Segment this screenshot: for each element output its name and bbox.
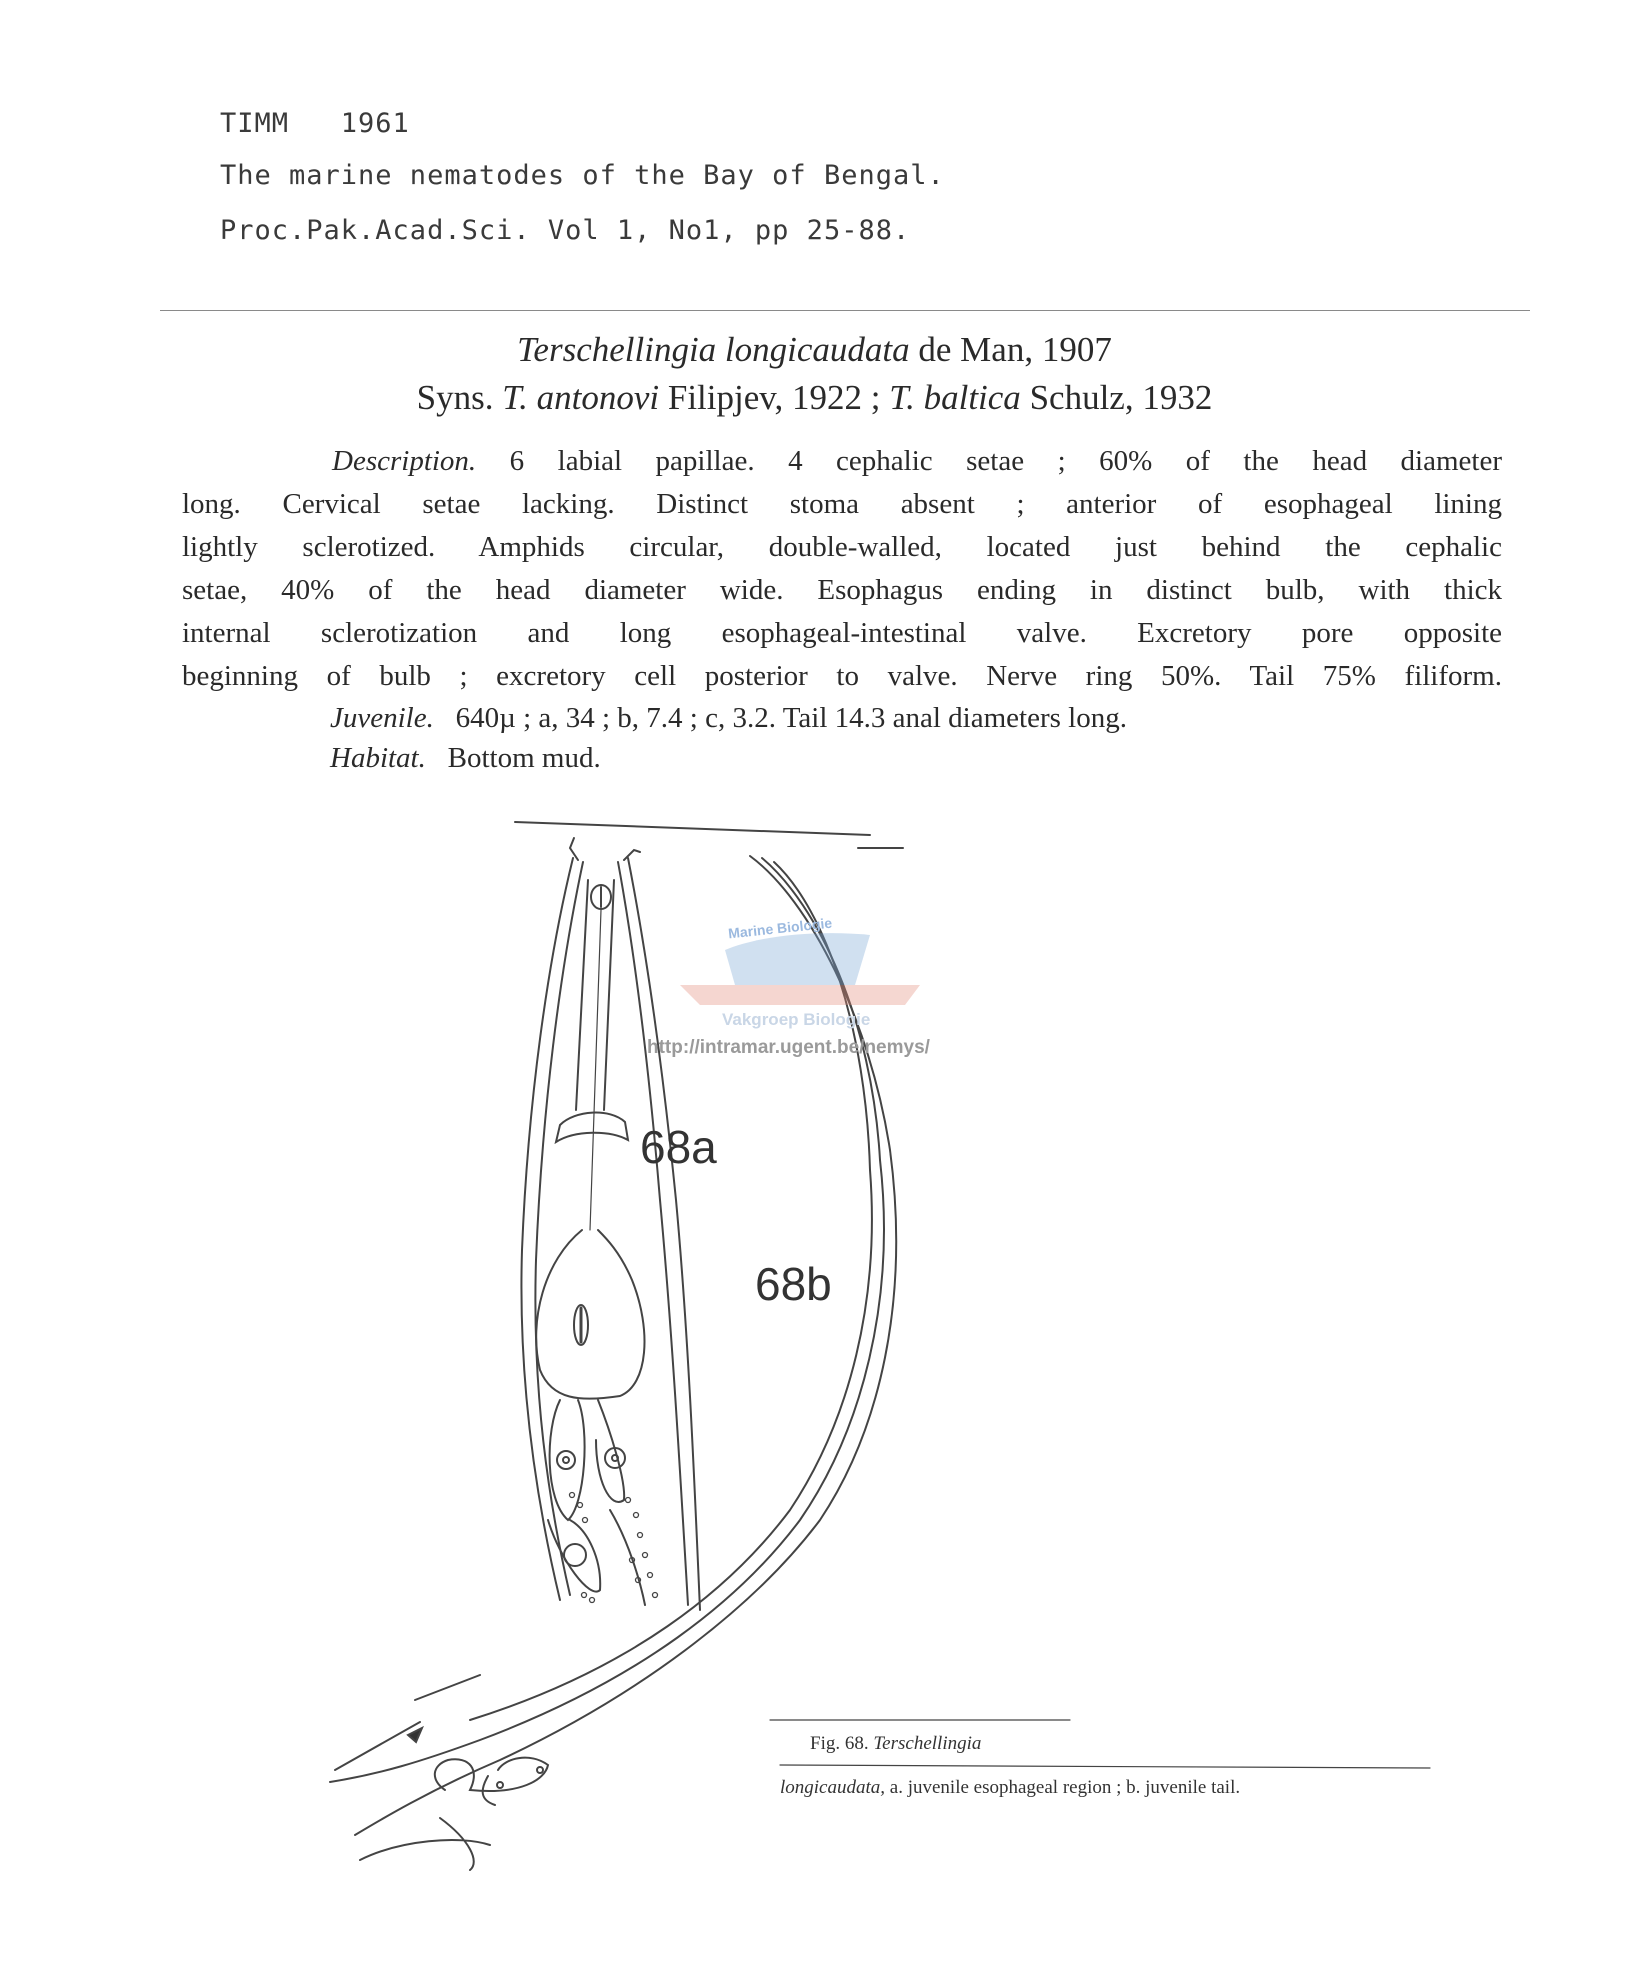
caption-rest: a. juvenile esophageal region ; b. juvenile tail. [889, 1777, 1241, 1798]
cephalic-seta-right [624, 850, 640, 860]
caption-rule-bottom [780, 1765, 1430, 1768]
figure-top-line [515, 822, 870, 835]
caption-prefix: Fig. 68. [810, 1733, 869, 1754]
body-wall-left-a [521, 858, 573, 1600]
watermark-logo [680, 933, 920, 1005]
caption-species: longicaudata, [780, 1777, 886, 1798]
syn-prefix: Syns. [416, 378, 494, 417]
esophagus-right [604, 880, 614, 1110]
description-line-5: internal sclerotization and long esophageal-intestinal valve. Excretory pore opposite [182, 617, 1502, 649]
body-wall-left-inner-a [535, 862, 583, 1595]
figure-caption-line2 [780, 1777, 1240, 1799]
juvenile-text: 640µ ; a, 34 ; b, 7.4 ; c, 3.2. Tail 14.3 anal diameters long. [455, 702, 1127, 734]
cephalic-seta-left [570, 838, 578, 860]
caption-genus: Terschellingia [873, 1733, 982, 1754]
watermark-line1: Marine Biologie [727, 914, 833, 942]
syn2-authority: Schulz, 1932 [1029, 378, 1213, 417]
citation-author-year: TIMM 1961 [220, 108, 410, 139]
species-authority: de Man, 1907 [918, 330, 1112, 369]
juvenile-label: Juvenile. [330, 702, 434, 734]
description-line-6: beginning of bulb ; excretory cell posterior to valve. Nerve ring 50%. Tail 75% filiform. [182, 660, 1502, 692]
nerve-ring [556, 1113, 628, 1142]
esophageal-bulb [536, 1230, 644, 1399]
description-text-1: 6 labial papillae. 4 cephalic setae ; 60% of the head diameter [509, 445, 1502, 477]
syn1-species: antonovi [536, 378, 660, 417]
esophagus-left [576, 880, 588, 1110]
tail-marker [335, 1675, 480, 1770]
figure-label-68a: 68a [640, 1121, 717, 1173]
description-line-3: lightly sclerotized. Amphids circular, double-walled, located just behind the cephalic [182, 531, 1502, 563]
syn1-authority: Filipjev, 1922 ; [667, 378, 881, 417]
intestine-cell-2 [596, 1400, 624, 1502]
body-wall-right-inner-a [618, 862, 688, 1605]
description-label: Description. [332, 445, 477, 477]
habitat-text: Bottom mud. [447, 742, 601, 774]
intestine-lower [610, 1510, 645, 1605]
syn2-species: baltica [923, 378, 1021, 417]
description-line-4: setae, 40% of the head diameter wide. Esophagus ending in distinct bulb, with thick [182, 574, 1502, 606]
citation-journal: Proc.Pak.Acad.Sci. Vol 1, No1, pp 25-88. [220, 215, 911, 246]
body-wall-right-a [628, 858, 700, 1610]
syn2-genus: T. [889, 378, 915, 417]
figure-label-68b: 68b [755, 1258, 832, 1310]
figure-caption-line1 [810, 1733, 981, 1755]
habitat-label: Habitat. [330, 742, 426, 774]
species-name: Terschellingia longicaudata [517, 330, 910, 369]
syn1-genus: T. [502, 378, 528, 417]
description-line-2: long. Cervical setae lacking. Distinct stoma absent ; anterior of esophageal lining [182, 488, 1502, 520]
esophagus-lumen [590, 910, 601, 1230]
watermark-url: http://intramar.ugent.be/nemys/ [647, 1037, 930, 1058]
watermark-line2: Vakgroep Biologie [722, 1010, 871, 1029]
citation-title: The marine nematodes of the Bay of Bengal. [220, 160, 945, 191]
